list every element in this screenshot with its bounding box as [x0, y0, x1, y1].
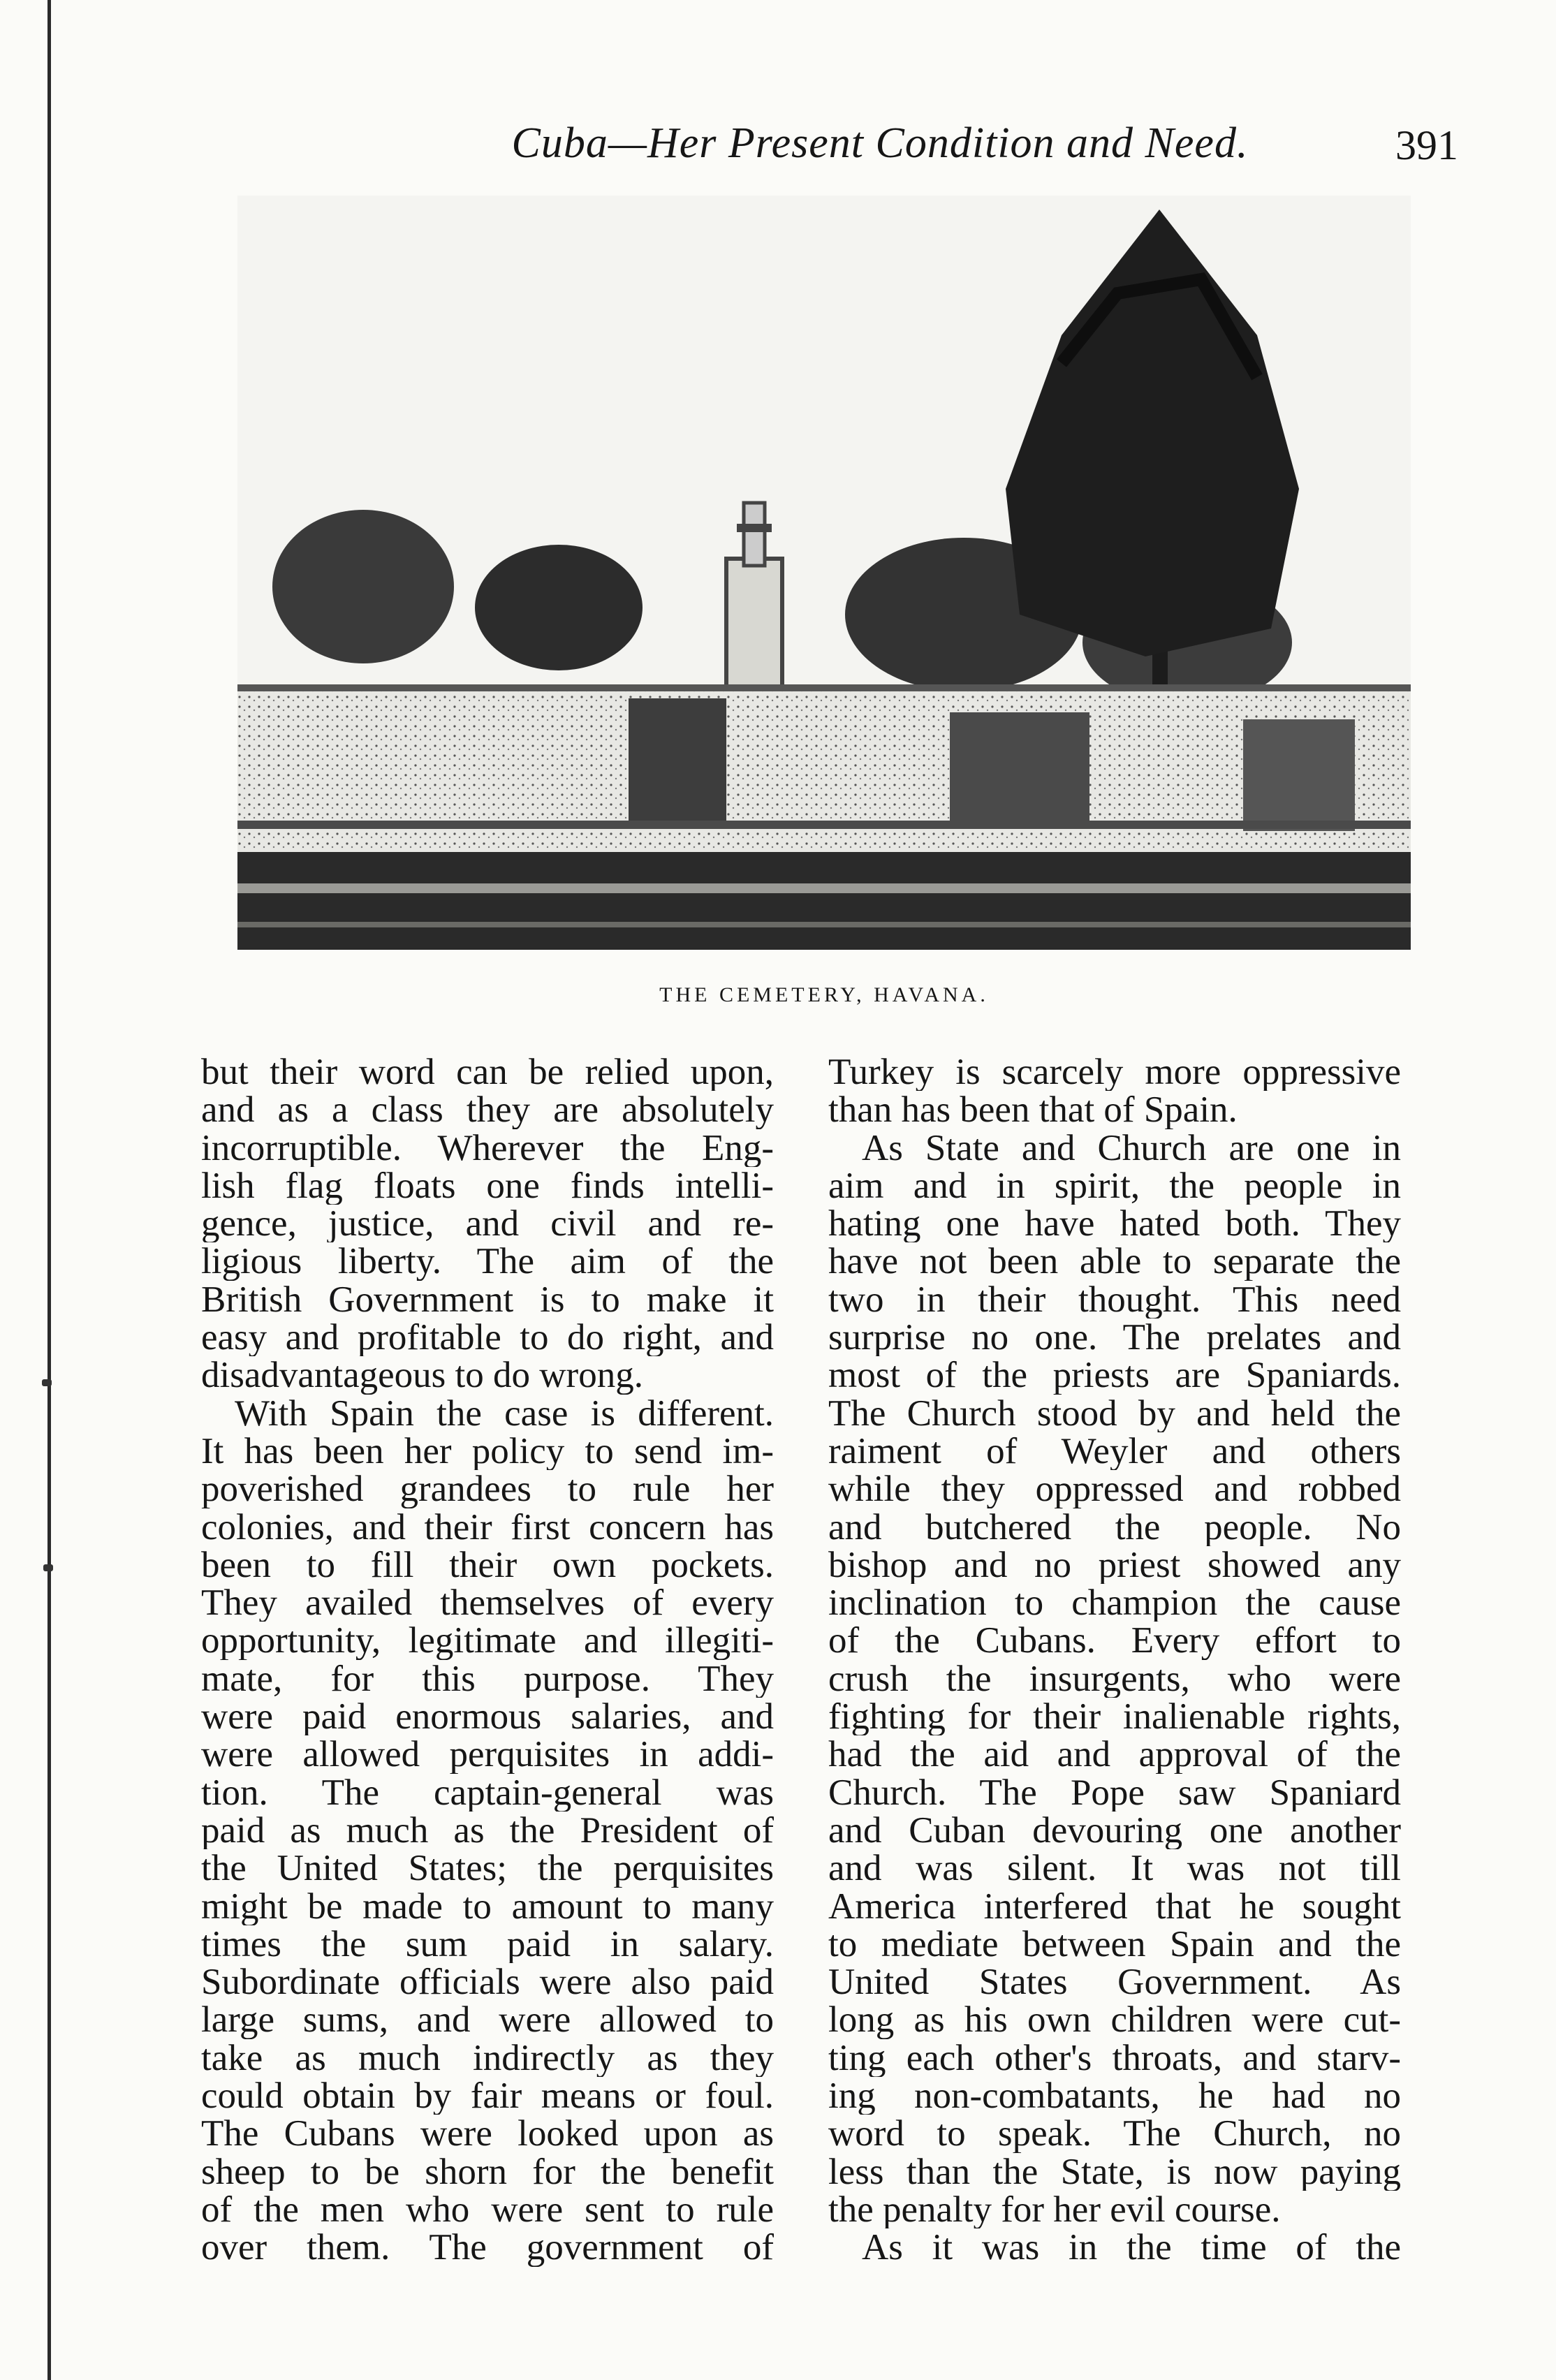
text-line: mate, for this purpose. They — [201, 1659, 774, 1698]
text-line: They availed themselves of every — [201, 1584, 774, 1622]
text-line: sheep to be shorn for the benefit — [201, 2152, 774, 2191]
cemetery-photograph — [237, 196, 1411, 950]
text-column-right — [828, 1053, 1401, 2267]
text-line: raiment of Weyler and others — [828, 1432, 1401, 1471]
text-line: and Cuban devouring one another — [828, 1811, 1401, 1850]
text-line: hating one have hated both. They — [828, 1205, 1401, 1243]
text-line: and was silent. It was not till — [828, 1849, 1401, 1888]
page-edge-line — [47, 0, 51, 2380]
figure-caption: THE CEMETERY, HAVANA. — [659, 983, 989, 1006]
text-line: surprise no one. The prelates and — [828, 1318, 1401, 1357]
text-line: United States Government. As — [828, 1963, 1401, 2001]
text-line: less than the State, is now paying — [828, 2152, 1401, 2191]
text-line: to mediate between Spain and the — [828, 1925, 1401, 1964]
text-line: disadvantageous to do wrong. — [201, 1356, 643, 1395]
text-line: the penalty for her evil course. — [828, 2190, 1281, 2229]
text-line: word to speak. The Church, no — [828, 2115, 1401, 2153]
text-line: than has been that of Spain. — [828, 1091, 1238, 1129]
text-line: while they oppressed and robbed — [828, 1470, 1401, 1508]
text-line: been to fill their own pockets. — [201, 1545, 774, 1585]
text-line: crush the insurgents, who were — [828, 1659, 1401, 1698]
text-line: paid as much as the President of — [201, 1811, 774, 1850]
text-line: British Government is to make it — [201, 1280, 774, 1319]
text-line: inclination to champion the cause — [828, 1584, 1401, 1622]
text-line: have not been able to separate the — [828, 1242, 1401, 1281]
text-line: times the sum paid in salary. — [201, 1925, 774, 1964]
text-line: over them. The government of — [201, 2228, 774, 2267]
text-line: aim and in spirit, the people in — [828, 1166, 1401, 1205]
text-line: lish flag floats one finds intelli- — [201, 1166, 774, 1205]
page-number: 391 — [1395, 122, 1458, 168]
text-line: could obtain by fair means or foul. — [201, 2077, 774, 2115]
text-line: colonies, and their first concern has — [201, 1508, 774, 1546]
text-line: ting each other's throats, and starv- — [828, 2039, 1401, 2078]
text-line: the United States; the perquisites — [201, 1849, 774, 1888]
text-line: As State and Church are one in — [862, 1129, 1401, 1167]
text-line: Turkey is scarcely more oppressive — [828, 1053, 1401, 1092]
text-line: fighting for their inalienable rights, — [828, 1698, 1401, 1736]
text-line: were allowed perquisites in addi- — [201, 1735, 774, 1774]
text-line: might be made to amount to many — [201, 1887, 774, 1925]
text-line: poverished grandees to rule her — [201, 1470, 774, 1508]
text-line: Subordinate officials were also paid — [201, 1963, 774, 2001]
text-line: two in their thought. This need — [828, 1280, 1401, 1319]
text-line: ing non-combatants, he had no — [828, 2077, 1401, 2115]
text-line: had the aid and approval of the — [828, 1735, 1401, 1774]
text-line: As it was in the time of the — [862, 2228, 1401, 2267]
text-line: take as much indirectly as they — [201, 2039, 774, 2078]
text-line: incorruptible. Wherever the Eng- — [201, 1129, 774, 1167]
text-line: It has been her policy to send im- — [201, 1432, 774, 1471]
text-line: bishop and no priest showed any — [828, 1545, 1401, 1585]
text-line: gence, justice, and civil and re- — [201, 1205, 774, 1243]
edge-mark — [42, 1379, 52, 1386]
text-line: opportunity, legitimate and illegiti- — [201, 1622, 774, 1660]
text-line: tion. The captain-general was — [201, 1773, 774, 1812]
edge-mark — [43, 1564, 53, 1571]
text-line: The Cubans were looked upon as — [201, 2115, 774, 2153]
text-line: large sums, and were allowed to — [201, 2001, 774, 2039]
text-line: ligious liberty. The aim of the — [201, 1242, 774, 1281]
running-head: Cuba—Her Present Condition and Need. — [511, 119, 1249, 167]
text-line: were paid enormous salaries, and — [201, 1698, 774, 1736]
text-line: of the men who were sent to rule — [201, 2190, 774, 2229]
text-line: but their word can be relied upon, — [201, 1053, 774, 1092]
text-line: of the Cubans. Every effort to — [828, 1622, 1401, 1660]
text-line: easy and profitable to do right, and — [201, 1318, 774, 1357]
text-line: most of the priests are Spaniards. — [828, 1356, 1401, 1395]
text-line: With Spain the case is different. — [235, 1394, 774, 1432]
text-line: long as his own children were cut- — [828, 2001, 1401, 2039]
text-line: The Church stood by and held the — [828, 1394, 1401, 1432]
text-line: America interfered that he sought — [828, 1887, 1401, 1925]
text-line: and as a class they are absolutely — [201, 1091, 774, 1129]
text-line: and butchered the people. No — [828, 1508, 1401, 1546]
text-line: Church. The Pope saw Spaniard — [828, 1773, 1401, 1812]
text-column-left — [201, 1053, 774, 2267]
